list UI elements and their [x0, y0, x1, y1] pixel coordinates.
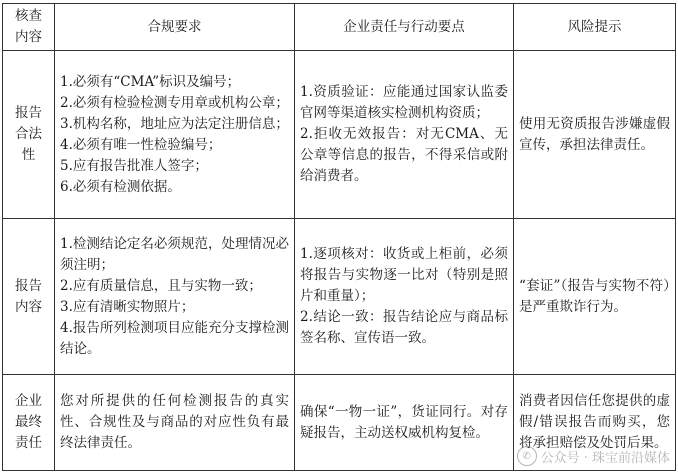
row-label: 企业最终责任 [3, 375, 55, 471]
requirement-item: 3.应有清晰实物照片； [60, 298, 195, 315]
actions-cell [295, 51, 514, 219]
row-label: 报告内容 [3, 219, 55, 375]
requirement-item: 5.应有报告批准人签字； [60, 157, 208, 174]
requirement-item: 4.必须有唯一性检验编号； [60, 136, 222, 153]
requirement-item: 2.应有质量信息，且与实物一致； [60, 277, 262, 294]
requirements-cell [55, 51, 295, 219]
wechat-icon: ✆ [517, 446, 537, 466]
table-row-report-legality [3, 51, 676, 219]
risk-cell: 使用无资质报告涉嫌虚假宣传，承担法律责任。 [514, 51, 676, 219]
action-item: 2.拒收无效报告：对无CMA、无公章等信息的报告，不得采信或附给消费者。 [300, 126, 508, 184]
requirement-item: 您对所提供的任何检测报告的真实性、合规性及与商品的对应性负有最终法律责任。 [60, 393, 289, 451]
action-item: 1.资质验证：应能通过国家认监委官网等渠道核实检测机构资质； [300, 84, 508, 121]
row-label: 报告合法性 [3, 51, 55, 219]
requirement-item: 1.必须有“CMA”标识及编号； [60, 73, 241, 90]
header-check-item: 核查内容 [3, 4, 55, 51]
requirement-item: 3.机构名称，地址应为法定注册信息； [60, 115, 289, 132]
action-item: 确保“一物一证”，货证同行。对存疑报告，主动送权威机构复检。 [300, 403, 508, 441]
risk-cell: “套证”（报告与实物不符）是严重欺诈行为。 [514, 219, 676, 375]
actions-cell [295, 219, 514, 375]
requirements-cell [55, 375, 295, 471]
requirements-cell [55, 219, 295, 375]
header-row [3, 4, 676, 51]
requirement-item: 6.必须有检测依据。 [60, 178, 181, 195]
requirement-item: 2.必须有检验检测专用章或机构公章； [60, 94, 289, 111]
watermark-text: 公众号 · 珠宝前沿媒体 [540, 450, 670, 466]
table-row-final-responsibility [3, 375, 676, 471]
header-enterprise-responsibility: 企业责任与行动要点 [295, 4, 514, 51]
actions-cell [295, 375, 514, 471]
compliance-table [2, 3, 676, 471]
header-compliance-requirements: 合规要求 [55, 4, 295, 51]
risk-cell: 消费者因信任您提供的虚假/错误报告而购买，您将承担赔偿及处罚后果。 [514, 375, 676, 471]
action-item: 1.逐项核对：收货或上柜前，必须将报告与实物逐一比对（特别是照片和重量）； [300, 246, 508, 304]
requirement-item: 1.检测结论定名必须规范，处理情况必须注明； [60, 235, 289, 273]
requirement-item: 4.报告所列检测项目应能充分支撑检测结论。 [60, 319, 289, 357]
table-row-report-content [3, 219, 676, 375]
action-item: 2.结论一致：报告结论应与商品标签名称、宣传语一致。 [300, 309, 508, 346]
header-risk-warning: 风险提示 [514, 4, 676, 51]
